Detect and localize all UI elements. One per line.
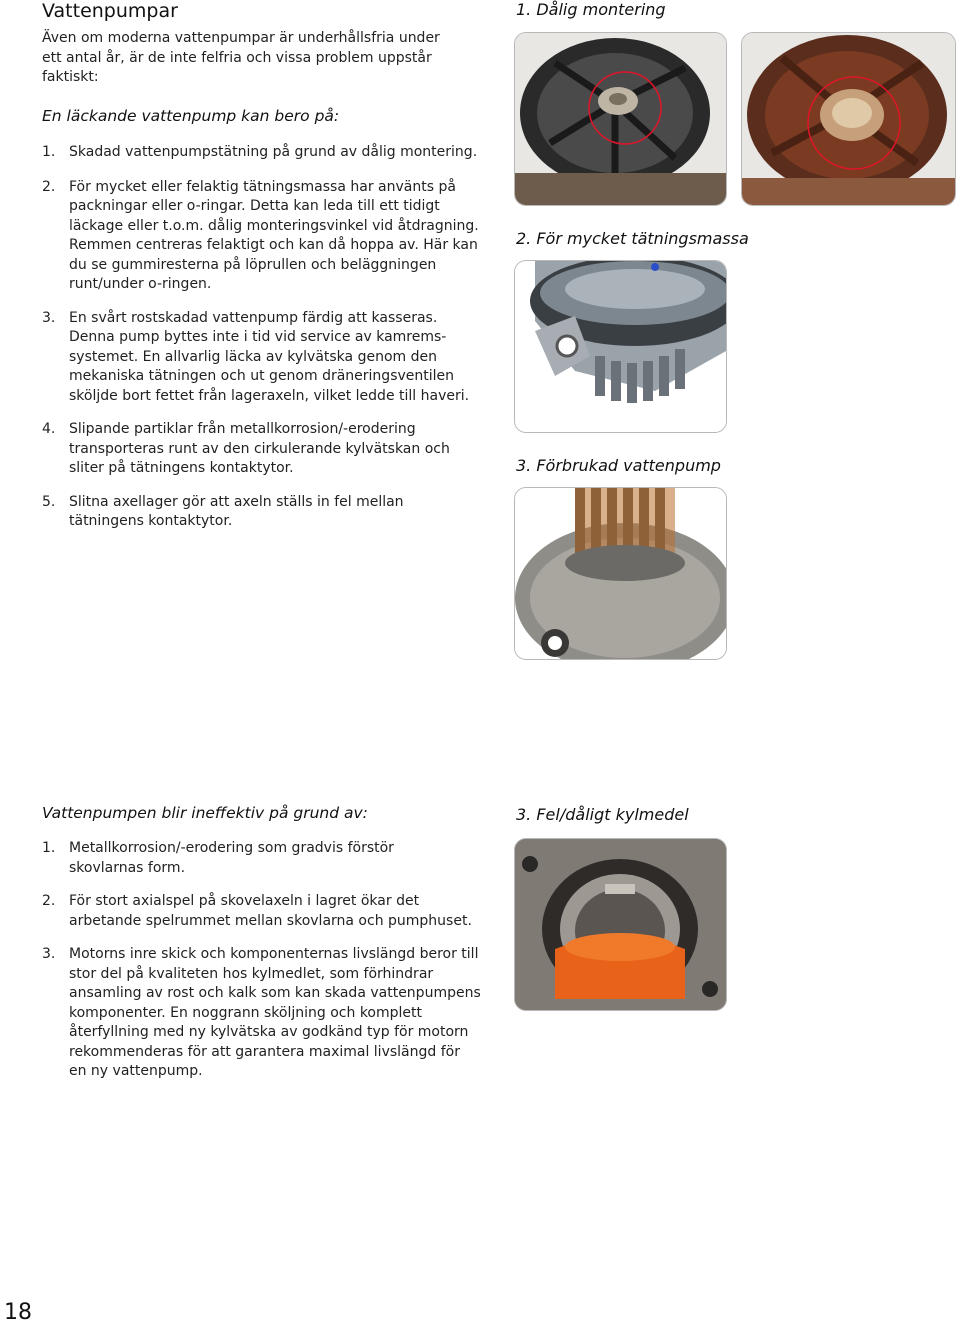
inefficiency-list (42, 839, 481, 1082)
list-text: För mycket eller felaktig tätningsmassa har använts på packningar eller o-ringar. Detta kan leda till ett tidigt läckage eller t.o.m. dålig monteringsvinkel vid åtdragning. Remmen centreras felaktigt och kan då hoppa av. Här kan du se gummiresterna på löprullen och beläggningen runt/under o-ringen. (69, 178, 479, 292)
list-item (42, 892, 478, 931)
intro-paragraph: Även om moderna vattenpumpar är underhållsfria under ett antal år, är de inte felfria och vissa problem uppstår faktiskt: (42, 30, 440, 85)
list-item (42, 178, 479, 295)
list-text: Metallkorrosion/-erodering som gradvis förstör skovlarnas form. (69, 840, 394, 876)
page-number: 18 (4, 1300, 32, 1325)
list-number: 5. (42, 493, 56, 510)
photo-bad-coolant (514, 838, 727, 1011)
list-item (42, 143, 482, 163)
list-text: Motorns inre skick och komponenternas livslängd beror till stor del på kvaliteten hos kylmedlet, som förhindrar ansamling av rost och kalk som kan skada vattenpumpens komponenter. En noggrann sköljning och komplett återfyllning med ny kylvätska av godkänd typ för motorn rekommenderas för att garantera maximal livslängd för en ny vattenpump. (69, 946, 481, 1079)
figure-caption-too-much-sealant: 2. För mycket tätningsmassa (516, 229, 749, 248)
list-number: 3. (42, 309, 56, 326)
list-item (42, 945, 481, 1082)
figure-caption-bad-coolant: 3. Fel/dåligt kylmedel (516, 805, 689, 824)
list-text: En svårt rostskadad vattenpump färdig att kasseras. Denna pump byttes inte i tid vid service av kamrems-systemet. En allvarlig läcka av kylvätska genom den mekaniska tätningen och ut genom dräneringsventilen sköljde bort fettet från lageraxeln, vilket ledde till haveri. (69, 309, 470, 404)
worn-pump-graphic (515, 488, 726, 659)
list-item (42, 839, 469, 878)
photo-pump-poor-mounting-1 (514, 32, 727, 206)
photo-pump-poor-mounting-2 (741, 32, 956, 206)
photo-pump-sealant (514, 260, 727, 433)
rusty-pump-graphic (742, 33, 955, 205)
list-number: 2. (42, 178, 56, 195)
leak-causes-heading: En läckande vattenpump kan bero på: (42, 107, 340, 125)
list-text: Slitna axellager gör att axeln ställs in fel mellan tätningens kontaktytor. (69, 493, 404, 529)
photo-pump-worn (514, 487, 727, 660)
leak-causes-list (42, 143, 482, 532)
list-item (42, 420, 459, 479)
list-number: 1. (42, 840, 56, 856)
list-number: 1. (42, 144, 56, 160)
list-number: 4. (42, 421, 56, 437)
inefficiency-heading: Vattenpumpen blir ineffektiv på grund av: (42, 804, 368, 822)
list-text: För stort axialspel på skovelaxeln i lagret ökar det arbetande spelrummet mellan skovlarna och pumphuset. (69, 893, 472, 929)
list-item (42, 309, 482, 407)
figure-caption-worn-pump: 3. Förbrukad vattenpump (516, 456, 721, 475)
sealant-pump-graphic (515, 261, 726, 432)
list-number: 2. (42, 893, 56, 909)
list-item (42, 493, 459, 532)
list-number: 3. (42, 946, 56, 962)
list-text: Slipande partiklar från metallkorrosion/-erodering transporteras runt av den cirkulerande kylvätskan och sliter på tätningens kontaktytor. (69, 421, 450, 476)
page-title: Vattenpumpar (42, 0, 178, 22)
pump-photo-graphic (515, 33, 726, 205)
coolant-housing-graphic (515, 839, 726, 1010)
list-text: Skadad vattenpumpstätning på grund av dålig montering. (69, 144, 478, 160)
figure-caption-poor-mounting: 1. Dålig montering (516, 0, 666, 19)
